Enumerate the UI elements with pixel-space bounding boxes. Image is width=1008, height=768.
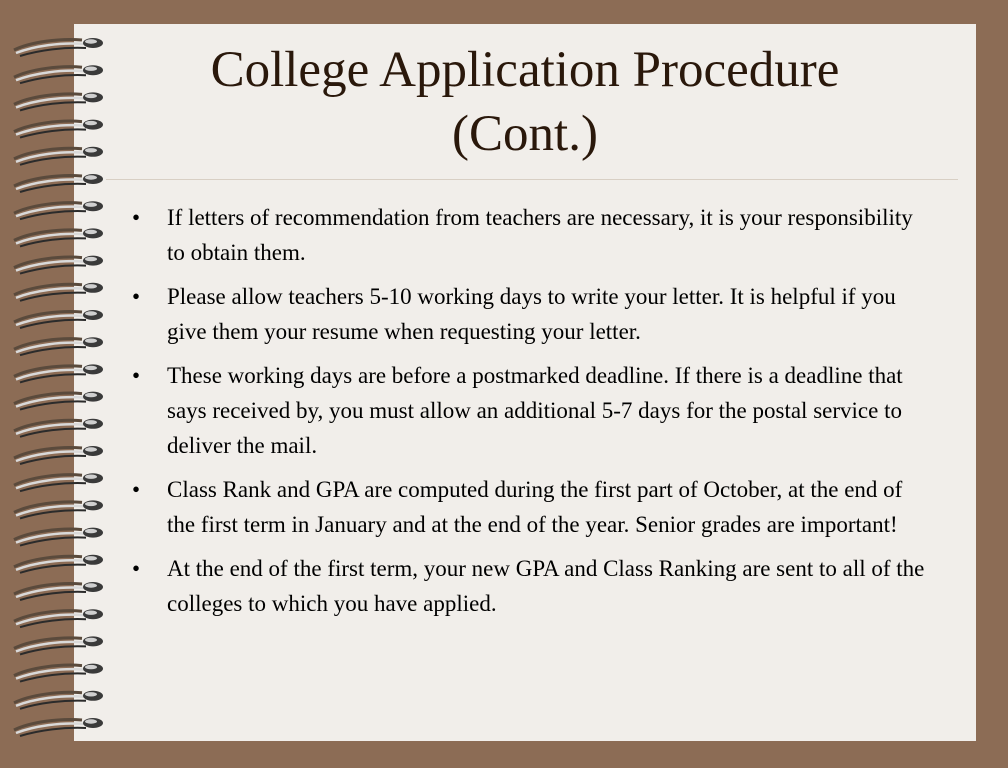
spiral-coil bbox=[14, 256, 103, 274]
spiral-coil bbox=[14, 364, 103, 382]
list-item bbox=[130, 358, 930, 463]
bullet-glyph: • bbox=[132, 205, 141, 230]
spiral-coil bbox=[14, 201, 103, 219]
bullet-text: At the end of the first term, your new GPA and Class Ranking are sent to all of the colleges to which you have applied. bbox=[167, 556, 925, 616]
spiral-coil bbox=[14, 718, 103, 736]
title-line-1: College Application Procedure bbox=[210, 42, 840, 98]
spiral-coil bbox=[14, 555, 103, 573]
page-title bbox=[74, 38, 976, 166]
spiral-coil bbox=[14, 473, 103, 491]
spiral-coil bbox=[14, 174, 103, 192]
spiral-coil bbox=[14, 337, 103, 355]
bullet-glyph: • bbox=[132, 284, 141, 309]
spiral-coil bbox=[14, 500, 103, 518]
bullet-text: If letters of recommendation from teachers are necessary, it is your responsibility to obtain them. bbox=[167, 205, 913, 265]
list-item bbox=[130, 200, 930, 270]
title-divider bbox=[106, 179, 958, 180]
spiral-coil bbox=[14, 528, 103, 546]
bullet-text: Class Rank and GPA are computed during the first part of October, at the end of the first term in January and at the end of the year. Senior grades are important! bbox=[167, 477, 903, 537]
list-item bbox=[130, 551, 930, 621]
bullet-list bbox=[130, 200, 930, 630]
spiral-coil bbox=[14, 636, 103, 654]
spiral-coil bbox=[14, 582, 103, 600]
spiral-coil bbox=[14, 691, 103, 709]
bullet-glyph: • bbox=[132, 556, 141, 581]
bullet-glyph: • bbox=[132, 363, 141, 388]
spiral-coil bbox=[14, 310, 103, 328]
bullet-glyph: • bbox=[132, 477, 141, 502]
spiral-coil bbox=[14, 419, 103, 437]
spiral-coil bbox=[14, 664, 103, 682]
list-item bbox=[130, 279, 930, 349]
spiral-coil bbox=[14, 609, 103, 627]
bullet-text: These working days are before a postmarked deadline. If there is a deadline that says received by, you must allow an additional 5-7 days for the postal service to deliver the mail. bbox=[167, 363, 903, 458]
title-line-2: (Cont.) bbox=[452, 106, 598, 162]
list-item bbox=[130, 472, 930, 542]
spiral-coil bbox=[14, 446, 103, 464]
spiral-coil bbox=[14, 283, 103, 301]
bullet-text: Please allow teachers 5-10 working days to write your letter. It is helpful if you give them your resume when requesting your letter. bbox=[167, 284, 896, 344]
spiral-coil bbox=[14, 392, 103, 410]
spiral-coil bbox=[14, 228, 103, 246]
